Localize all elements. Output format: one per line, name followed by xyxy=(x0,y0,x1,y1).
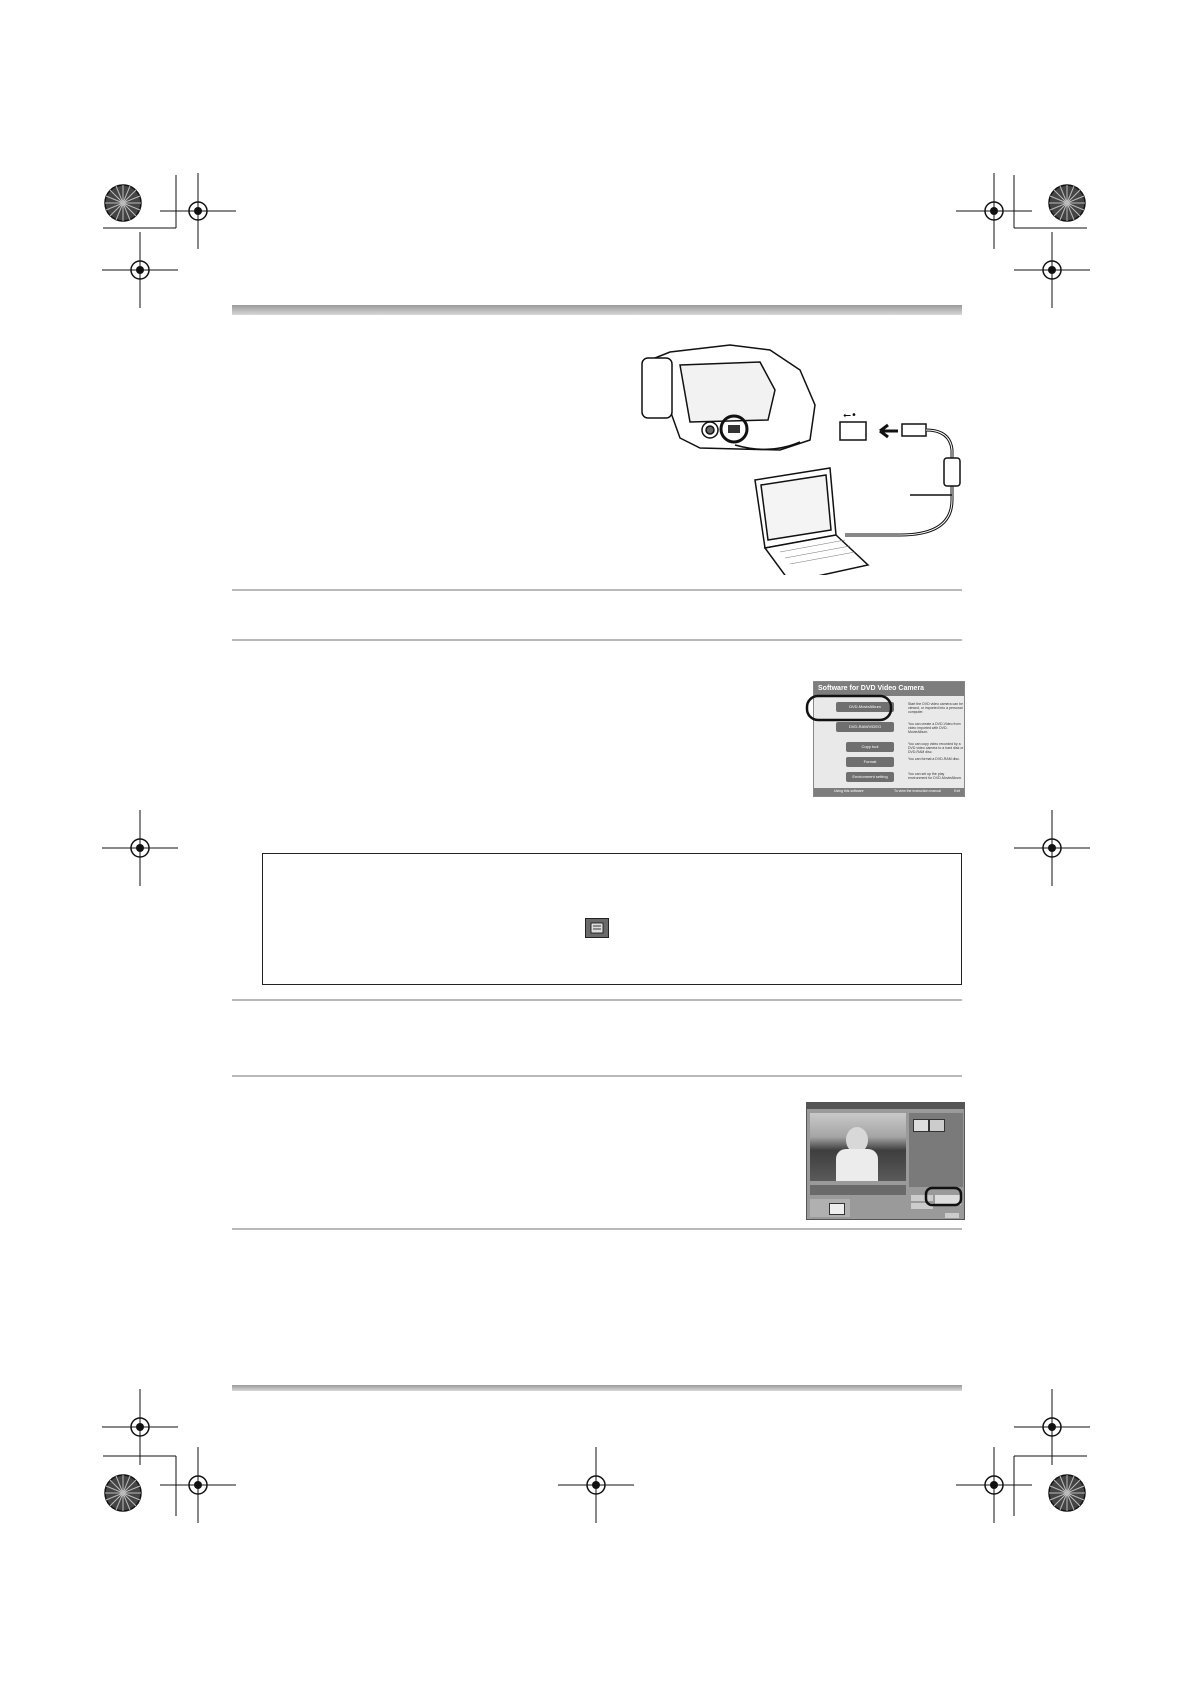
usb-socket-icon xyxy=(840,422,866,440)
exit-link[interactable]: Exit xyxy=(954,789,960,793)
laptop-illustration xyxy=(755,468,868,575)
software-menu-footer xyxy=(814,788,964,796)
camcorder-illustration xyxy=(642,345,815,450)
toolbar-icon xyxy=(585,918,609,938)
footer-link[interactable]: Using this software xyxy=(834,789,864,793)
environment-setting-button[interactable]: Environment setting xyxy=(846,772,894,782)
menu-description: You can copy video recorded by a DVD video camera to a hard disk or DVD-RAM disc. xyxy=(908,742,964,754)
button-highlight-oval xyxy=(924,1186,964,1208)
footer-bar xyxy=(232,1385,962,1391)
svg-text:⭠•: ⭠• xyxy=(843,410,857,421)
arrow-icon xyxy=(880,425,898,437)
section-divider xyxy=(232,1228,962,1230)
menu-description: Start the DVD video camera can be viewed, or imported into a personal computer. xyxy=(908,702,964,714)
section-divider xyxy=(232,639,962,641)
button-highlight-oval xyxy=(805,694,895,724)
menu-description: You can set up the play environment for DVD-MovieAlbum. xyxy=(908,772,963,780)
menu-description: You can format a DVD-RAM disc. xyxy=(908,757,960,761)
software-menu-title: Software for DVD Video Camera xyxy=(814,682,964,696)
thumbnail-panel xyxy=(909,1113,963,1187)
video-preview xyxy=(810,1113,906,1181)
menu-description: You can create a DVD-Video from video imported with DVD-MovieAlbum. xyxy=(908,722,961,734)
format-button[interactable]: Format xyxy=(846,757,894,767)
close-button[interactable] xyxy=(945,1213,959,1218)
section-divider xyxy=(232,999,962,1001)
camera-usb-connection-figure xyxy=(640,330,970,575)
note-box xyxy=(262,853,962,985)
usb-plug-icon xyxy=(902,424,926,436)
dvd-ram-video-button[interactable]: DVD-RAM/VIDEO xyxy=(836,722,894,732)
section-divider xyxy=(232,589,962,591)
header-bar xyxy=(232,305,962,315)
footer-link[interactable]: To view the instruction manual xyxy=(894,789,941,793)
ferrite-core xyxy=(944,458,960,486)
dvd-moviealbum-button[interactable]: DVD-MovieAlbum xyxy=(836,702,894,712)
thumbnail xyxy=(829,1203,845,1215)
playback-controls[interactable] xyxy=(810,1185,906,1195)
copy-tool-button[interactable]: Copy tool xyxy=(846,742,894,752)
section-divider xyxy=(232,1075,962,1077)
